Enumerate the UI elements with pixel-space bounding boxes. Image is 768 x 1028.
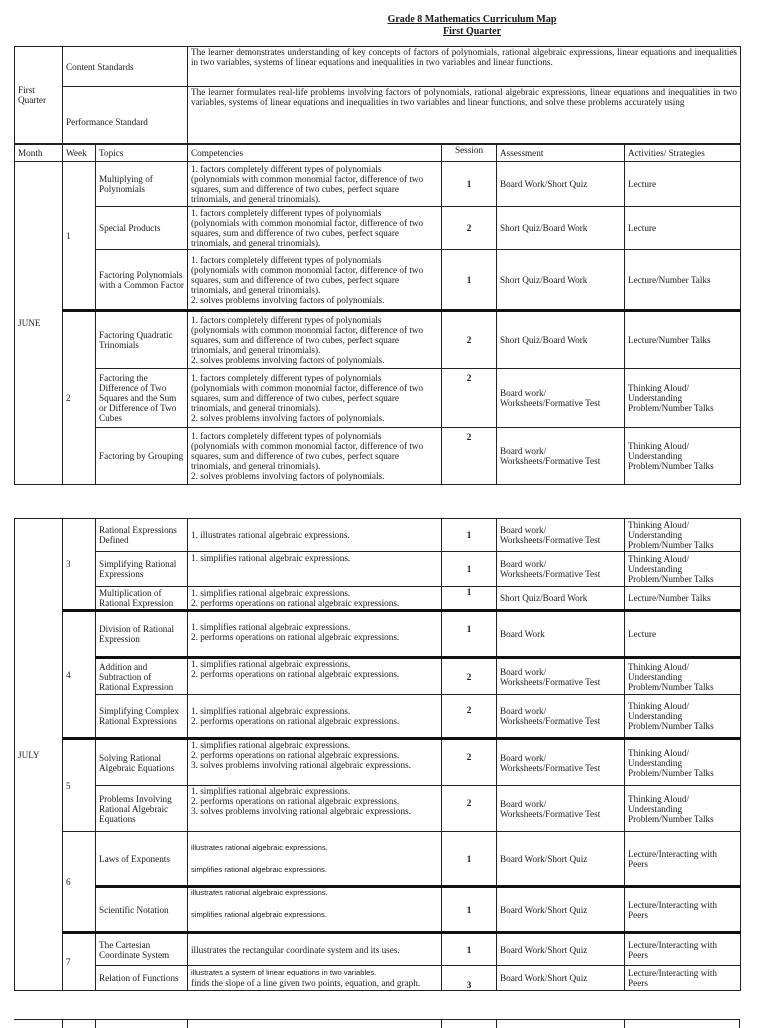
activities-cell: Thinking Aloud/ Understanding Problem/Number Talks — [625, 658, 741, 695]
competencies-cell — [188, 611, 442, 658]
competency-line: (polynomials with common monomial factor, difference of two — [191, 218, 424, 228]
competency-line: 2. solves problems involving factors of polynomials. — [191, 355, 385, 365]
competency-line: (polynomials with common monomial factor, difference of two — [191, 383, 424, 393]
topic-cell: Solving Rational Algebraic Equations — [96, 739, 188, 786]
performance-standard-label: Performance Standard — [63, 87, 188, 144]
assessment-cell: Board Work/Short Quiz — [497, 162, 625, 207]
assessment-cell: Board work/ Worksheets/Formative Test — [497, 695, 625, 739]
competencies-cell — [188, 695, 442, 739]
activities-cell: Thinking Aloud/ Understanding Problem/Number Talks — [625, 428, 741, 485]
topic-cell: Multiplication of Rational Expression — [96, 587, 188, 611]
assessment-cell: Board Work/Short Quiz — [497, 933, 625, 966]
assessment-cell: Board Work/Short Quiz — [497, 832, 625, 887]
competencies-cell — [188, 832, 442, 887]
content-standards-text: The learner demonstrates understanding of key concepts of factors of polynomials, rational algebraic expressions, linear equations and inequalities in two variables, systems of linear equations and inequalities in two variables and linear functions. — [188, 47, 741, 87]
competencies-cell — [188, 250, 442, 311]
col-week: Week — [63, 145, 96, 162]
assessment-cell: Board work/ Worksheets/Formative Test — [497, 786, 625, 832]
standards-table — [14, 46, 741, 144]
session-cell: 1 — [442, 162, 497, 207]
competency-line: 2. performs operations on rational algebraic expressions. — [191, 632, 400, 642]
session-cell: 1 — [442, 832, 497, 887]
week-cell: 1 — [63, 162, 96, 311]
topic-cell: Division of Rational Expression — [96, 611, 188, 658]
session-cell: 2 — [442, 658, 497, 695]
assessment-cell: Short Quiz/Board Work — [497, 311, 625, 369]
activities-cell: Thinking Aloud/ Understanding Problem/Number Talks — [625, 552, 741, 587]
session-cell: 1 — [442, 552, 497, 587]
competencies-cell — [188, 207, 442, 250]
competency-line: squares, sum and difference of two cubes, perfect square — [191, 393, 399, 403]
week-cell: 2 — [63, 311, 96, 485]
activities-cell: Lecture/Number Talks — [625, 311, 741, 369]
competencies-cell — [188, 786, 442, 832]
competency-line: 2. performs operations on rational algebraic expressions. — [191, 598, 400, 608]
competency-line: 1. factors completely different types of polynomials — [191, 315, 382, 325]
competency-line: illustrates the rectangular coordinate system and its uses. — [191, 944, 400, 955]
competency-line: illustrates rational algebraic expressions. — [191, 888, 328, 897]
activities-cell: Thinking Aloud/ Understanding Problem/Number Talks — [625, 519, 741, 552]
competencies-cell — [188, 552, 442, 587]
activities-cell: Lecture — [625, 207, 741, 250]
competencies-cell — [188, 739, 442, 786]
competency-line: trinomials, and general trinomials). — [191, 403, 321, 413]
week-cell: 3 — [63, 519, 96, 611]
competency-line: 1. simplifies rational algebraic expressions. — [191, 706, 351, 716]
session-cell: 1 — [442, 587, 497, 611]
activities-cell: Thinking Aloud/ Understanding Problem/Number Talks — [625, 695, 741, 739]
competency-line: 1. simplifies rational algebraic expressions. — [191, 659, 351, 669]
session-cell: 3 — [442, 966, 497, 991]
competency-line: squares, sum and difference of two cubes, perfect square — [191, 451, 399, 461]
competencies-cell — [188, 369, 442, 428]
document-title: Grade 8 Mathematics Curriculum Map — [387, 14, 557, 25]
assessment-cell: Short Quiz/Board Work — [497, 250, 625, 311]
content-standards-label: Content Standards — [63, 47, 188, 87]
competencies-cell — [188, 887, 442, 933]
competency-line: trinomials, and general trinomials). — [191, 284, 321, 295]
session-cell: 1 — [442, 250, 497, 311]
session-cell: 2 — [442, 369, 497, 428]
topic-cell: Rational Expressions Defined — [96, 519, 188, 552]
assessment-cell: Short Quiz/Board Work — [497, 207, 625, 250]
quarter-label: First Quarter — [15, 47, 63, 144]
competencies-cell — [188, 966, 442, 991]
competency-line: 1. factors completely different types of polynomials — [191, 254, 382, 265]
competency-line: finds the slope of a line given two points, equation, and graph. — [191, 978, 421, 988]
competency-line: 2. performs operations on rational algebraic expressions. — [191, 750, 400, 760]
competency-line: 1. simplifies rational algebraic expressions. — [191, 553, 351, 563]
competencies-cell — [188, 162, 442, 207]
topic-cell: Simplifying Rational Expressions — [96, 552, 188, 587]
competency-line: 1. factors completely different types of polynomials — [191, 208, 382, 218]
topic-cell: Special Products — [96, 207, 188, 250]
month-cell: JULY — [15, 519, 63, 991]
competency-line: (polynomials with common monomial factor, difference of two — [191, 441, 424, 451]
topic-cell: Factoring Quadratic Trinomials — [96, 311, 188, 369]
competencies-cell — [188, 933, 442, 966]
assessment-cell: Short Quiz/Board Work — [497, 587, 625, 611]
session-cell: 2 — [442, 207, 497, 250]
session-cell: 2 — [442, 739, 497, 786]
assessment-cell: Board Work/Short Quiz — [497, 887, 625, 933]
competency-line: illustrates a system of linear equations in two variables. — [191, 968, 377, 977]
competency-line: 1. simplifies rational algebraic expressions. — [191, 588, 351, 598]
competency-line: trinomials, and general trinomials). — [191, 238, 321, 248]
competency-line: 1. illustrates rational algebraic expressions. — [191, 530, 350, 540]
competency-line: (polynomials with common monomial factor, difference of two — [191, 174, 424, 184]
competency-line: 1. factors completely different types of polynomials — [191, 373, 382, 383]
assessment-cell: Board work/ Worksheets/Formative Test — [497, 519, 625, 552]
activities-cell: Thinking Aloud/ Understanding Problem/Number Talks — [625, 369, 741, 428]
col-month: Month — [15, 145, 63, 162]
session-cell: 1 — [442, 933, 497, 966]
competency-line: 1. factors completely different types of polynomials — [191, 431, 382, 441]
session-cell: 2 — [442, 695, 497, 739]
competencies-cell — [188, 587, 442, 611]
assessment-cell: Board work/ Worksheets/Formative Test — [497, 428, 625, 485]
col-assessment: Assessment — [497, 145, 625, 162]
competency-line: illustrates rational algebraic expressions. — [191, 842, 328, 852]
topic-cell: Scientific Notation — [96, 887, 188, 933]
competency-line: 1. simplifies rational algebraic expressions. — [191, 622, 351, 632]
topic-cell: Relation of Functions — [96, 966, 188, 991]
topic-cell: Laws of Exponents — [96, 832, 188, 887]
col-topics: Topics — [96, 145, 188, 162]
month-cell: JUNE — [15, 162, 63, 485]
activities-cell: Lecture/Number Talks — [625, 587, 741, 611]
activities-cell: Lecture/Interacting with Peers — [625, 933, 741, 966]
competency-line: 2. performs operations on rational algebraic expressions. — [191, 669, 400, 679]
competency-line: squares, sum and difference of two cubes, perfect square — [191, 184, 399, 194]
activities-cell: Lecture/Interacting with Peers — [625, 832, 741, 887]
competency-line: (polynomials with common monomial factor, difference of two — [191, 264, 424, 275]
topic-cell: Simplifying Complex Rational Expressions — [96, 695, 188, 739]
july-table — [14, 518, 741, 991]
topic-cell: The Cartesian Coordinate System — [96, 933, 188, 966]
competency-line: 3. solves problems involving rational algebraic expressions. — [191, 760, 411, 770]
topic-cell: Factoring Polynomials with a Common Factor — [96, 250, 188, 311]
session-cell: 1 — [442, 611, 497, 658]
session-cell: 2 — [442, 428, 497, 485]
document-subtitle: First Quarter — [442, 26, 502, 37]
competency-line: 1. simplifies rational algebraic expressions. — [191, 786, 351, 796]
competency-line: 2. solves problems involving factors of polynomials. — [191, 413, 385, 423]
week-cell: 5 — [63, 739, 96, 832]
assessment-cell: Board work/ Worksheets/Formative Test — [497, 658, 625, 695]
topic-cell: Factoring the Difference of Two Squares and the Sum or Difference of Two Cubes — [96, 369, 188, 428]
session-cell: 1 — [442, 887, 497, 933]
performance-standard-text: The learner formulates real-life problems involving factors of polynomials, rational algebraic expressions, linear equations and inequalities in two variables, systems of linear equations and inequalities in two variables and linear functions, and solve these problems accurately using — [188, 87, 741, 144]
competency-line: squares, sum and difference of two cubes, perfect square — [191, 228, 399, 238]
activities-cell: Lecture — [625, 611, 741, 658]
assessment-cell: Board Work/Short Quiz — [497, 966, 625, 991]
activities-cell: Lecture — [625, 162, 741, 207]
col-competencies: Competencies — [188, 145, 442, 162]
assessment-cell: Board work/ Worksheets/Formative Test — [497, 369, 625, 428]
june-table — [14, 144, 741, 485]
topic-cell: Factoring by Grouping — [96, 428, 188, 485]
activities-cell: Lecture/Interacting with Peers — [625, 887, 741, 933]
session-cell: 2 — [442, 311, 497, 369]
activities-cell: Thinking Aloud/ Understanding Problem/Number Talks — [625, 786, 741, 832]
activities-cell: Lecture/Number Talks — [625, 250, 741, 311]
activities-cell: Lecture/Interacting with Peers — [625, 966, 741, 991]
competency-line: trinomials, and general trinomials). — [191, 194, 321, 204]
competencies-cell — [188, 658, 442, 695]
topic-cell: Problems Involving Rational Algebraic Equations — [96, 786, 188, 832]
competency-line: 2. performs operations on rational algebraic expressions. — [191, 796, 400, 806]
competency-line: (polynomials with common monomial factor, difference of two — [191, 325, 424, 335]
competency-line: simplifies rational algebraic expressions. — [191, 910, 327, 919]
competency-line: 2. solves problems involving factors of polynomials. — [191, 471, 385, 481]
col-activities: Activities/ Strategies — [625, 145, 741, 162]
competency-line: squares, sum and difference of two cubes, perfect square — [191, 335, 399, 345]
competency-line: 3. solves problems involving rational algebraic expressions. — [191, 806, 411, 816]
week-cell: 6 — [63, 832, 96, 933]
competencies-cell — [188, 519, 442, 552]
competency-line: simplifies rational algebraic expressions. — [191, 864, 327, 874]
session-cell: 1 — [442, 519, 497, 552]
competency-line: trinomials, and general trinomials). — [191, 461, 321, 471]
week-cell: 4 — [63, 611, 96, 739]
competency-line: squares, sum and difference of two cubes, perfect square — [191, 274, 399, 285]
competency-line: 2. performs operations on rational algebraic expressions. — [191, 716, 400, 726]
competency-line: 2. solves problems involving factors of polynomials. — [191, 294, 385, 305]
topic-cell: Multiplying of Polynomials — [96, 162, 188, 207]
competencies-cell — [188, 428, 442, 485]
competency-line: trinomials, and general trinomials). — [191, 345, 321, 355]
competencies-cell — [188, 311, 442, 369]
activities-cell: Thinking Aloud/ Understanding Problem/Number Talks — [625, 739, 741, 786]
week-cell: 7 — [63, 933, 96, 991]
competency-line: 1. factors completely different types of polynomials — [191, 164, 382, 174]
col-session: Session — [442, 145, 497, 162]
assessment-cell: Board Work — [497, 611, 625, 658]
topic-cell: Addition and Subtraction of Rational Expression — [96, 658, 188, 695]
session-cell: 2 — [442, 786, 497, 832]
assessment-cell: Board work/ Worksheets/Formative Test — [497, 552, 625, 587]
competency-line: 1. simplifies rational algebraic expressions. — [191, 740, 351, 750]
assessment-cell: Board work/ Worksheets/Formative Test — [497, 739, 625, 786]
